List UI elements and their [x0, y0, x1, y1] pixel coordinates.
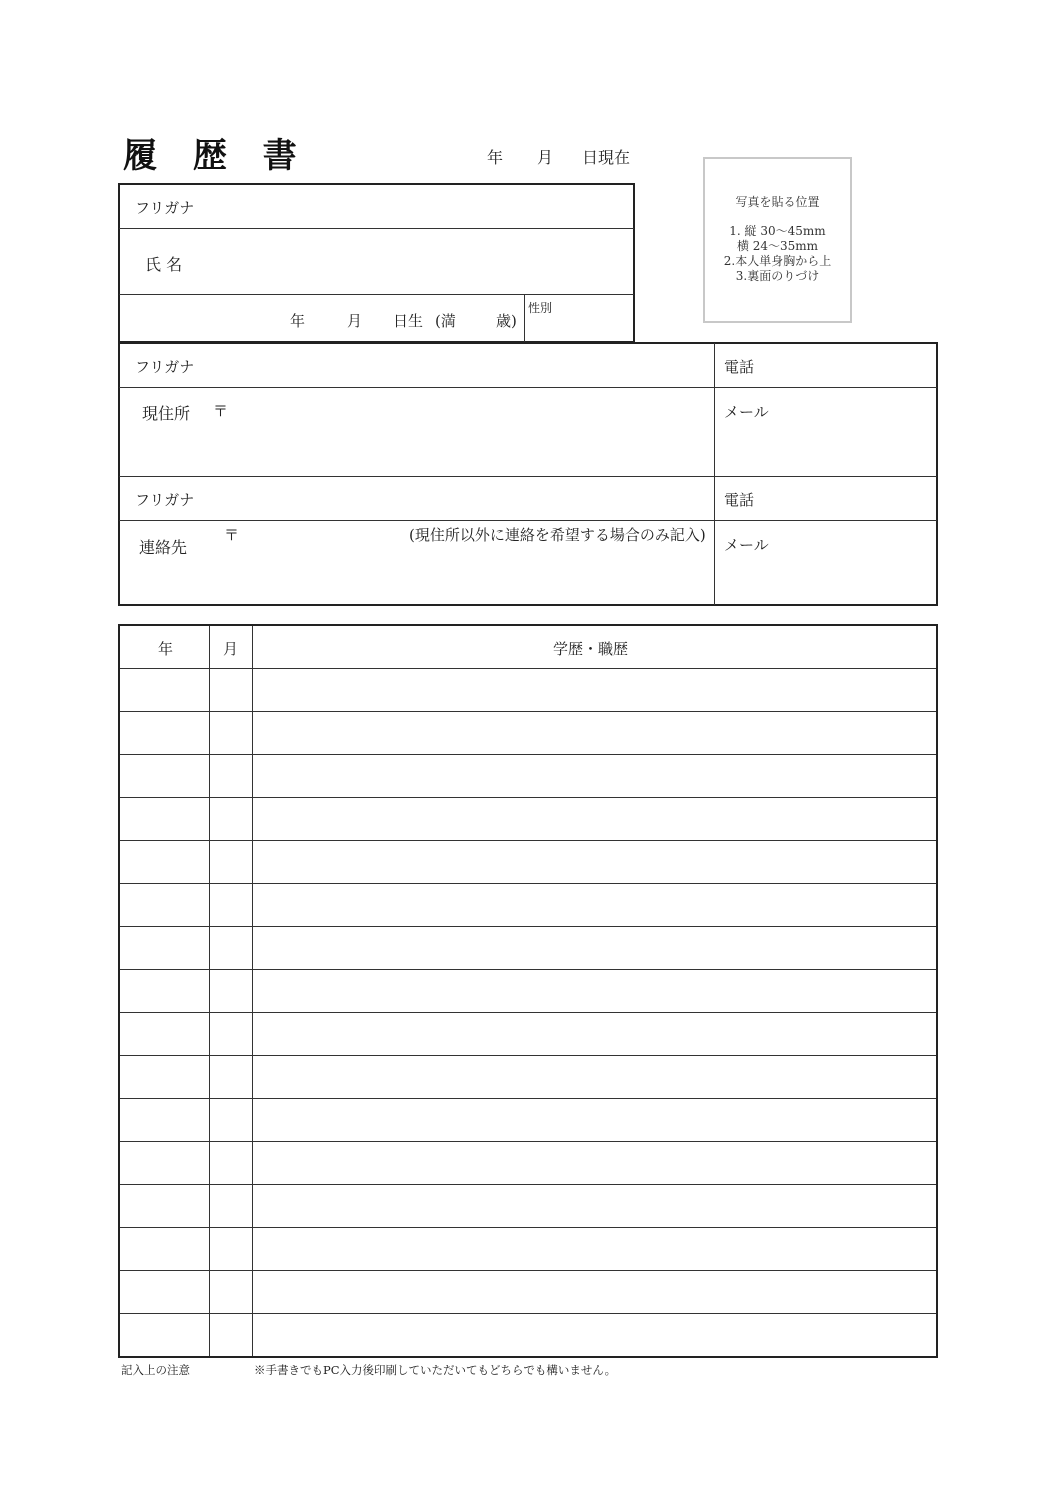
history-row[interactable]	[120, 711, 936, 755]
divider	[119, 294, 634, 295]
divider	[119, 387, 937, 388]
contact-postal-icon: 〒	[224, 526, 240, 544]
address-furigana-label: フリガナ	[135, 358, 195, 376]
divider	[714, 343, 715, 605]
history-table	[118, 624, 938, 1358]
contact-note: (現住所以外に連絡を希望する場合のみ記入)	[409, 526, 706, 544]
history-row[interactable]	[120, 1227, 936, 1271]
history-row[interactable]	[120, 883, 936, 927]
gender-label: 性別	[528, 301, 553, 315]
history-row[interactable]	[120, 1141, 936, 1185]
history-col-month: 月	[223, 640, 239, 658]
name-label: 氏 名	[145, 255, 183, 274]
address-mail-label: メール	[724, 403, 769, 421]
history-row[interactable]	[120, 668, 936, 712]
contact-label: 連絡先	[139, 538, 188, 557]
address-label: 現住所	[142, 404, 191, 423]
history-col-year: 年	[158, 640, 174, 658]
divider	[119, 228, 634, 229]
photo-instruction-1b: 横 24～35mm	[736, 239, 819, 253]
age-close-label: 歳)	[496, 312, 517, 330]
history-row[interactable]	[120, 1184, 936, 1228]
photo-title: 写真を貼る位置	[735, 195, 820, 209]
page-title: 履 歴 書	[123, 136, 309, 176]
history-row[interactable]	[120, 797, 936, 841]
date-month-label: 月	[537, 148, 554, 167]
history-row[interactable]	[120, 926, 936, 970]
history-row[interactable]	[120, 1055, 936, 1099]
history-header-row	[120, 626, 936, 669]
photo-placeholder	[703, 157, 852, 323]
divider	[524, 295, 525, 342]
history-row[interactable]	[120, 754, 936, 798]
address-postal-icon: 〒	[213, 402, 229, 420]
contact-mail-label: メール	[724, 536, 769, 554]
date-year-label: 年	[487, 148, 504, 167]
photo-instruction-1: 1. 縦 30～45mm	[729, 224, 826, 238]
name-furigana-label: フリガナ	[135, 199, 195, 217]
photo-instruction-3: 3.裏面のりづけ	[735, 269, 820, 283]
divider	[119, 476, 937, 477]
history-row[interactable]	[120, 1098, 936, 1142]
footer-note: ※手書きでもPC入力後印刷していただいてもどちらでも構いません。	[254, 1363, 617, 1377]
personal-info-box	[118, 183, 635, 343]
address-phone-label: 電話	[724, 358, 755, 376]
history-row[interactable]	[120, 1270, 936, 1314]
history-row[interactable]	[120, 1012, 936, 1056]
contact-phone-label: 電話	[724, 491, 755, 509]
birth-year-label: 年	[290, 312, 306, 330]
history-row[interactable]	[120, 969, 936, 1013]
divider	[119, 520, 937, 521]
footer-label: 記入上の注意	[121, 1363, 190, 1377]
date-day-label: 日現在	[582, 148, 631, 167]
history-col-detail: 学歴・職歴	[553, 640, 629, 658]
birth-day-label: 日生	[393, 312, 424, 330]
birth-month-label: 月	[347, 312, 363, 330]
photo-instruction-2: 2.本人単身胸から上	[723, 254, 832, 268]
history-row[interactable]	[120, 840, 936, 884]
contact-furigana-label: フリガナ	[135, 491, 195, 509]
address-contact-box	[118, 342, 938, 606]
age-open-label: (満	[435, 312, 456, 330]
